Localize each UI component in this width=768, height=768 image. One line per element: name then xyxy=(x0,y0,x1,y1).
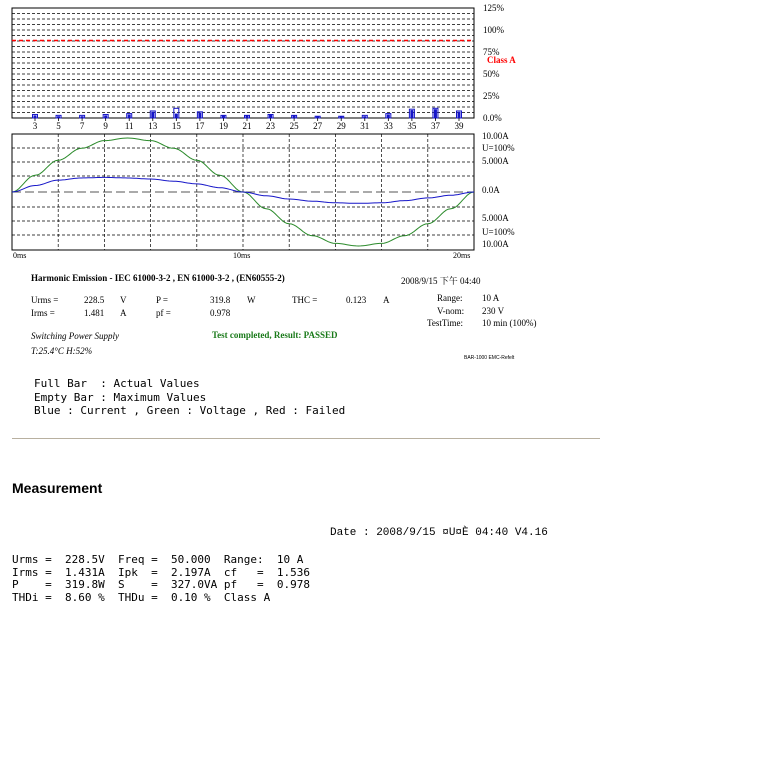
wave-xtick-10: 10ms xyxy=(233,251,251,260)
harmonic-x-tick-label: 9 xyxy=(103,121,108,131)
measurement-row-1: Urms = 228.5V Freq = 50.000 Range: 10 A xyxy=(12,553,304,566)
wave-ytick-bottom-2: U=100% xyxy=(482,227,515,237)
measurement-table xyxy=(12,554,310,604)
urms-label: Urms = xyxy=(31,295,59,305)
harmonic-y-tick-label: 100% xyxy=(483,25,504,35)
harmonic-x-tick-label: 25 xyxy=(289,121,299,131)
testtime-value: 10 min (100%) xyxy=(482,318,537,328)
wave-ytick-top-1: 10.00A xyxy=(482,131,509,141)
test-result: Test completed, Result: PASSED xyxy=(212,330,338,340)
harmonic-x-tick-label: 19 xyxy=(218,121,228,131)
measurement-row-4: THDi = 8.60 % THDu = 0.10 % Class A xyxy=(12,590,271,604)
measurement-date: Date : 2008/9/15 ¤U¤È 04:40 V4.16 xyxy=(330,527,548,539)
wave-ytick-bottom-1: 5.000A xyxy=(482,213,509,223)
report-footer: BAR-1000 EMC-Refelt xyxy=(464,355,515,361)
pf-value: 0.978 xyxy=(210,308,231,318)
harmonic-y-tick-label: 50% xyxy=(483,69,500,79)
irms-label: Irms = xyxy=(31,308,55,318)
harmonic-x-tick-label: 17 xyxy=(195,121,205,131)
irms-value: 1.481 xyxy=(84,308,105,318)
wave-ytick-top-2: U=100% xyxy=(482,143,515,153)
wave-xtick-20: 20ms xyxy=(453,251,471,260)
urms-value: 228.5 xyxy=(84,295,105,305)
device-name: Switching Power Supply xyxy=(31,331,119,341)
harmonic-x-tick-label: 35 xyxy=(407,121,417,131)
legend-line-colors: Blue : Current , Green : Voltage , Red : Failed xyxy=(34,404,346,417)
harmonic-x-tick-label: 7 xyxy=(79,121,85,131)
measurement-heading: Measurement xyxy=(12,480,103,496)
p-unit: W xyxy=(247,295,256,305)
harmonic-x-tick-label: 15 xyxy=(171,121,181,131)
harmonic-x-tick-label: 33 xyxy=(383,121,393,131)
harmonic-y-tick-label: 75% xyxy=(483,47,500,57)
p-value: 319.8 xyxy=(210,295,231,305)
legend-line-actual: Full Bar : Actual Values xyxy=(34,377,200,390)
harmonic-x-tick-label: 39 xyxy=(454,121,464,131)
thc-value: 0.123 xyxy=(346,295,367,305)
testtime-label: TestTime: xyxy=(427,318,464,328)
range-value: 10 A xyxy=(482,293,500,303)
harmonic-x-tick-label: 5 xyxy=(56,121,61,131)
harmonic-y-tick-label: 25% xyxy=(483,91,500,101)
test-conditions: T:25.4°C H:52% xyxy=(31,346,93,356)
p-label: P = xyxy=(156,295,168,305)
harmonic-x-tick-label: 31 xyxy=(360,121,370,131)
harmonic-x-tick-label: 13 xyxy=(148,121,158,131)
report-datetime: 2008/9/15 下午 04:40 xyxy=(401,276,481,286)
report-title: Harmonic Emission - IEC 61000-3-2 , EN 61000-3-2 , (EN60555-2) xyxy=(31,273,285,283)
legend-line-maximum: Empty Bar : Maximum Values xyxy=(34,390,207,404)
measurement-row-3: P = 319.8W S = 327.0VA pf = 0.978 xyxy=(12,578,311,591)
harmonic-x-tick-label: 37 xyxy=(430,121,440,131)
irms-unit: A xyxy=(120,308,127,318)
wave-ytick-mid: 0.0A xyxy=(482,185,500,195)
harmonic-x-tick-label: 3 xyxy=(32,121,38,131)
harmonic-x-tick-label: 27 xyxy=(313,121,323,131)
thc-unit: A xyxy=(383,295,390,305)
harmonic-y-tick-label: 0.0% xyxy=(483,113,502,123)
waveform-chart xyxy=(0,0,768,270)
harmonic-x-tick-label: 23 xyxy=(266,121,276,131)
thc-label: THC = xyxy=(292,295,318,305)
class-a-label: Class A xyxy=(487,55,516,65)
section-divider xyxy=(12,438,600,439)
harmonic-y-tick-label: 125% xyxy=(483,3,504,13)
harmonic-x-tick-label: 21 xyxy=(242,121,252,131)
wave-ytick-top-3: 5.000A xyxy=(482,156,509,166)
wave-xtick-0: 0ms xyxy=(13,251,27,260)
vnom-value: 230 V xyxy=(482,306,505,316)
measurement-row-2: Irms = 1.431A Ipk = 2.197A cf = 1.536 xyxy=(12,565,311,579)
range-label: Range: xyxy=(437,293,463,303)
harmonic-x-tick-label: 11 xyxy=(124,121,134,131)
vnom-label: V-nom: xyxy=(437,306,465,316)
harmonic-x-tick-label: 29 xyxy=(336,121,346,131)
urms-unit: V xyxy=(120,295,127,305)
legend-block xyxy=(34,377,345,418)
pf-label: pf = xyxy=(156,308,171,318)
wave-ytick-bottom-3: 10.00A xyxy=(482,239,509,249)
